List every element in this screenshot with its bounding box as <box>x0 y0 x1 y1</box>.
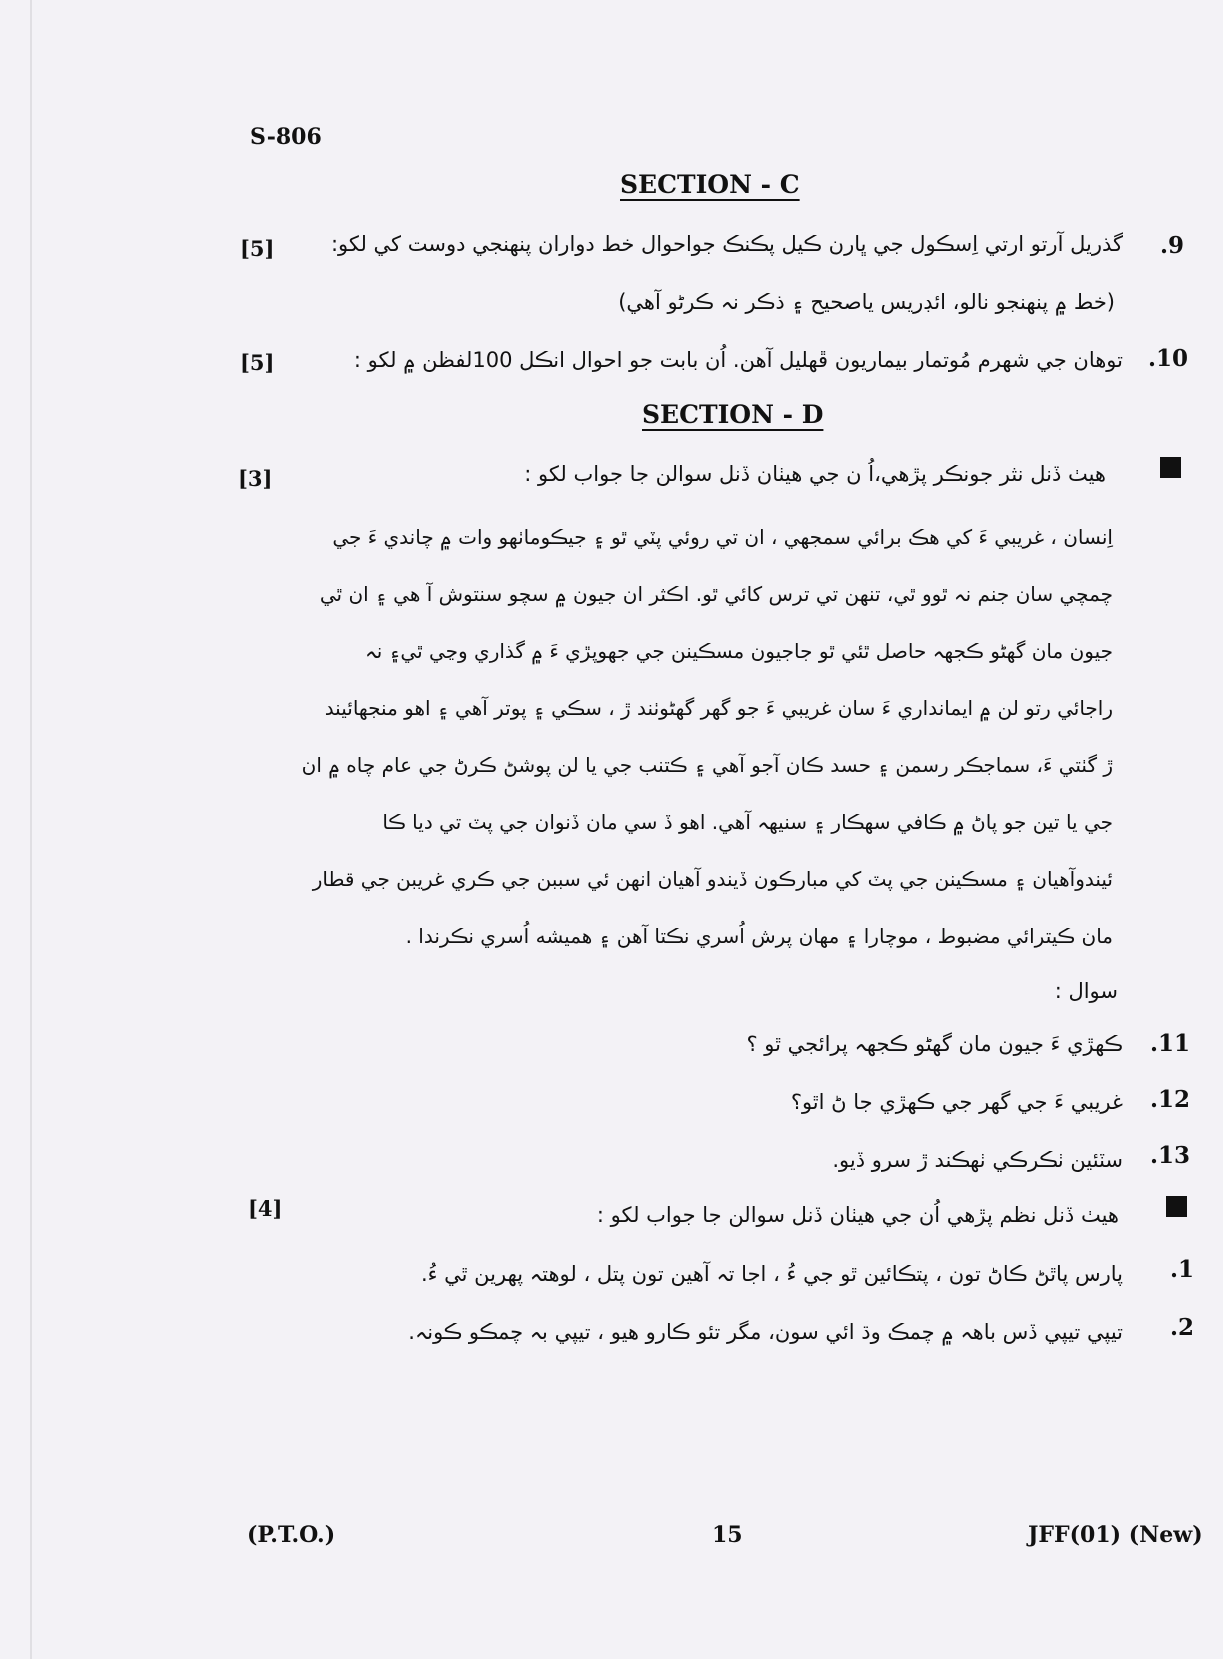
q9-note: (خط ۾ پنهنجو نالو، ائڊريس ياصحيح ۽ ذڪر نہ ڪرڻو آهي) <box>618 290 1115 314</box>
poem-line: تيپي تيپي ڏس باهہ ۾ چمڪ وڌ ائي سون، مگر تئو ڪارو هيو ، تيپي بہ چمڪو ڪونہ. <box>408 1320 1123 1344</box>
bullet-square <box>1166 1196 1187 1217</box>
q9-marks: [5] <box>240 236 275 261</box>
prose-line: ڙ گٺتي ءَ، سماجڪر رسمن ۽ حسد ڪان آجو آهي ۽ ڪتنب جي يا لن پوشڻ ڪرڻ جي عام چاه ۾ ان <box>301 753 1113 777</box>
scan-edge <box>30 0 32 1659</box>
section-d-title: SECTION - D <box>642 400 824 429</box>
prose-line: جي يا تين جو پاڻ ۾ ڪافي سهڪار ۽ سنيهہ آهي. اهو ڏ سي مان ڏنوان جي پٽ تي ديا ڪا <box>382 810 1113 834</box>
q12-number: .12 <box>1150 1086 1191 1113</box>
prose-line: جيون مان گهڻو ڪجهہ حاصل ٿئي ٿو جاجيون مسڪينن جي جهوپڙي ءَ ۾ گذاري وڃي ٿي۽ نہ <box>365 639 1113 663</box>
prose-line: مان ڪيترائي مضبوط ، موچارا ۽ مهان پرش اُسري نڪتا آهن ۽ هميشه اُسري نڪرندا . <box>405 924 1113 948</box>
q10-number: .10 <box>1148 345 1189 372</box>
q11-number: .11 <box>1150 1030 1191 1057</box>
prose-marks: [3] <box>238 466 273 491</box>
poem-instruction: هيٺ ڏنل نظم پڙهي اُن جي هيٺان ڏنل سوالن جا جواب لکو : <box>596 1203 1119 1227</box>
q13-text: سٽئين ٺڪرڪي ٺهڪند ڙ سرو ڏيو. <box>832 1148 1123 1172</box>
poem-item-number: .2 <box>1170 1314 1195 1341</box>
paper-code: S-806 <box>250 124 322 150</box>
poem-line: پارس پاٿڻ ڪاڻ تون ، پتڪائين ٿو جي ءُ ، اجا تہ آهين تون پتل ، لوهتہ پهرين ٿي ءُ. <box>420 1262 1123 1286</box>
q10-marks: [5] <box>240 350 275 375</box>
poem-marks: [4] <box>248 1196 283 1221</box>
pto-note: (P.T.O.) <box>247 1522 336 1548</box>
q11-text: ڪهڙي ءَ جيون مان گهڻو ڪجهہ پرائجي ٿو ؟ <box>746 1032 1123 1056</box>
prose-instruction: هيٺ ڏنل نثر جونڪر پڙهي،اُ ن جي هيٺان ڏنل سوالن جا جواب لکو : <box>524 462 1106 486</box>
paper-series: JFF(01) (New) <box>1028 1522 1203 1548</box>
section-c-title: SECTION - C <box>620 170 800 199</box>
bullet-square <box>1160 457 1181 478</box>
q13-number: .13 <box>1150 1142 1191 1169</box>
page-number: 15 <box>712 1522 743 1548</box>
prose-line: چمچي سان جنم نہ ٿوو ٿي، تنهن تي ترس کائي ٿو. اڪثر ان جيون ۾ سچو سنتوش آ هي ۽ ان ٿي <box>319 582 1113 606</box>
prose-line: راجائي رتو لن ۾ ايمانداري ءَ سان غريبي ءَ جو گهر گهڻوٺند ڙ ، سڪي ۽ پوتر آهي ۽ اهو منجهائيند <box>324 696 1113 720</box>
q9-text: گذريل آرتو ارتي اِسڪول جي ڀارن ڪيل پڪنڪ جواحوال خط دواران پنهنجي دوست کي لکو: <box>330 232 1123 256</box>
q10-text: توهان جي شهرم مُوتمار بيماريون ڦهليل آهن. اُن بابت جو احوال انڪل 100لفظن ۾ لکو : <box>353 348 1123 372</box>
q12-text: غريبي ءَ جي گهر جي ڪهڙي جا ڻ اٿو؟ <box>790 1090 1123 1114</box>
q9-number: .9 <box>1160 232 1185 259</box>
prose-line: اِنسان ، غريبي ءَ کي هڪ برائي سمجهي ، ان تي روئي پٽي ٿو ۽ جيڪوماٺهو وات ۾ چاندي ءَ جي <box>332 525 1113 549</box>
questions-label: سوال : <box>1054 979 1118 1003</box>
prose-line: ئيندوآهيان ۽ مسڪينن جي پٽ کي مبارڪون ڏيندو آهيان انهن ئي سببن جي ڪري غريبن جي قطار <box>312 867 1113 891</box>
poem-item-number: .1 <box>1170 1256 1195 1283</box>
